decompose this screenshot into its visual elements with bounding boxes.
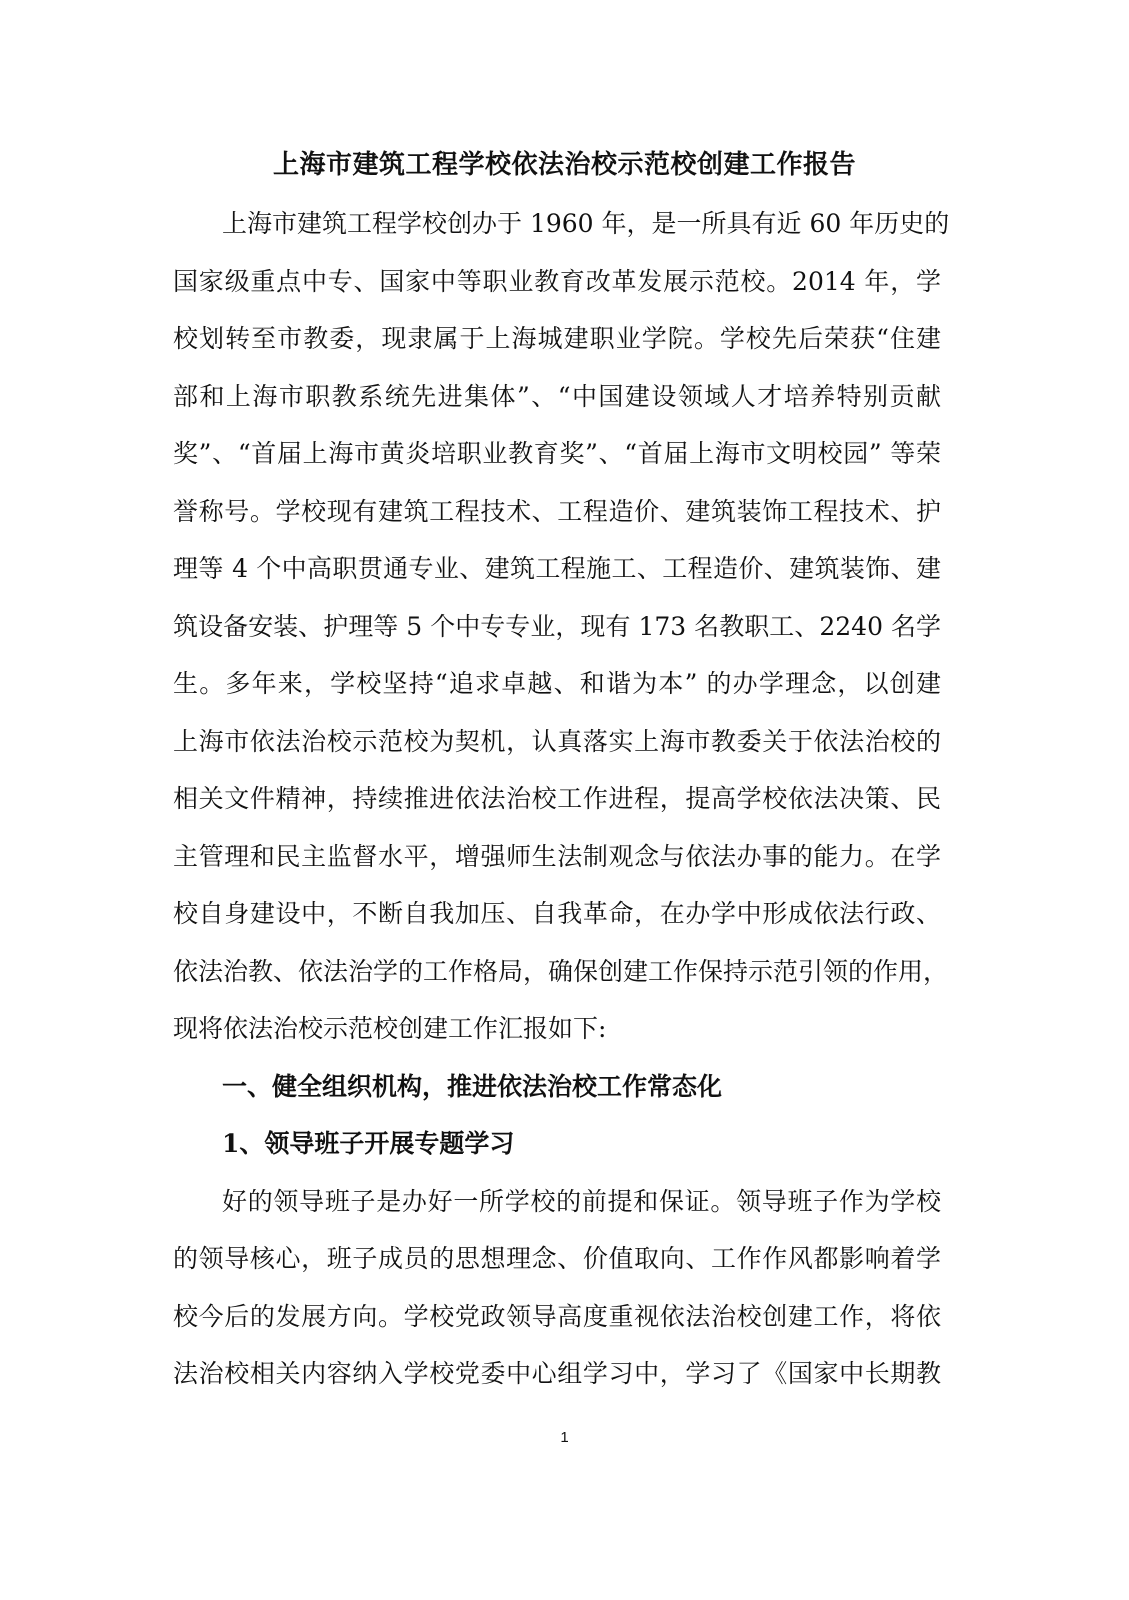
paragraph-line: 依法治教、依法治学的工作格局，确保创建工作保持示范引领的作用， [173,957,949,986]
paragraph-line: 相关文件精神，持续推进依法治校工作进程，提高学校依法决策、民 [173,784,941,813]
paragraph-line: 上海市依法治校示范校为契机，认真落实上海市教委关于依法治校的 [173,727,941,756]
paragraph-line: 法治校相关内容纳入学校党委中心组学习中，学习了《国家中长期教 [173,1359,941,1388]
paragraph-line: 生。多年来，学校坚持“追求卓越、和谐为本” 的办学理念，以创建 [173,669,941,698]
paragraph-line: 理等 4 个中高职贯通专业、建筑工程施工、工程造价、建筑装饰、建 [173,554,941,583]
paragraph-line: 奖”、“首届上海市黄炎培职业教育奖”、“首届上海市文明校园” 等荣 [173,439,941,468]
page-number: 1 [560,1429,569,1446]
paragraph-line: 校今后的发展方向。学校党政领导高度重视依法治校创建工作，将依 [173,1302,941,1331]
paragraph-line: 上海市建筑工程学校创办于 1960 年，是一所具有近 60 年历史的 [222,209,950,238]
paragraph-line: 部和上海市职教系统先进集体”、“中国建设领域人才培养特别贡献 [173,382,941,411]
paragraph-line: 现将依法治校示范校创建工作汇报如下: [173,1014,607,1043]
paragraph-line: 主管理和民主监督水平，增强师生法制观念与依法办事的能力。在学 [173,842,941,871]
paragraph-line: 筑设备安装、护理等 5 个中专专业，现有 173 名教职工、2240 名学 [173,612,941,641]
paragraph-line: 好的领导班子是办好一所学校的前提和保证。领导班子作为学校 [222,1187,941,1216]
paragraph-line: 校划转至市教委，现隶属于上海城建职业学院。学校先后荣获“住建 [173,324,941,353]
section-heading: 一、健全组织机构，推进依法治校工作常态化 [222,1072,723,1101]
subsection-heading: 1、领导班子开展专题学习 [222,1129,515,1158]
paragraph-line: 的领导核心，班子成员的思想理念、价值取向、工作作风都影响着学 [173,1244,941,1273]
document-title: 上海市建筑工程学校依法治校示范校创建工作报告 [272,150,856,180]
paragraph-line: 校自身建设中，不断自我加压、自我革命，在办学中形成依法行政、 [173,899,941,928]
paragraph-line: 誉称号。学校现有建筑工程技术、工程造价、建筑装饰工程技术、护 [173,497,941,526]
paragraph-line: 国家级重点中专、国家中等职业教育改革发展示范校。2014 年，学 [173,267,941,296]
